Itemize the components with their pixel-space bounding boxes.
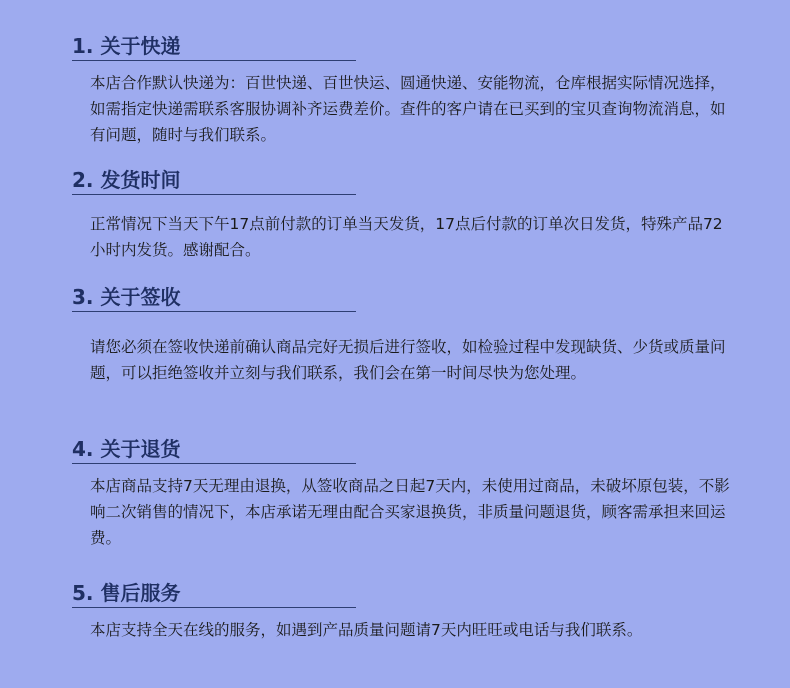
section-shipping	[72, 33, 732, 148]
section-delivery-time	[72, 167, 732, 263]
section-title: 1. 关于快递	[72, 33, 356, 61]
section-title: 4. 关于退货	[72, 436, 356, 464]
section-title: 2. 发货时间	[72, 167, 356, 195]
section-title: 3. 关于签收	[72, 284, 356, 312]
section-returns	[72, 436, 732, 551]
section-after-sales	[72, 580, 732, 643]
section-receipt	[72, 284, 732, 386]
section-title: 5. 售后服务	[72, 580, 356, 608]
section-body: 正常情况下当天下午17点前付款的订单当天发货，17点后付款的订单次日发货，特殊产品72小时内发货。感谢配合。	[90, 215, 723, 259]
section-body: 本店商品支持7天无理由退换，从签收商品之日起7天内，未使用过商品，未破坏原包装，不影响二次销售的情况下，本店承诺无理由配合买家退换货，非质量问题退货，顾客需承担来回运费。	[90, 477, 730, 547]
section-body: 请您必须在签收快递前确认商品完好无损后进行签收，如检验过程中发现缺货、少货或质量问题，可以拒绝签收并立刻与我们联系，我们会在第一时间尽快为您处理。	[90, 338, 726, 382]
section-body: 本店合作默认快递为：百世快递、百世快运、圆通快递、安能物流，仓库根据实际情况选择，如需指定快递需联系客服协调补齐运费差价。查件的客户请在已买到的宝贝查询物流消息，如有问题，随时与我们联系。	[90, 74, 726, 144]
section-body: 本店支持全天在线的服务，如遇到产品质量问题请7天内旺旺或电话与我们联系。	[90, 621, 643, 639]
